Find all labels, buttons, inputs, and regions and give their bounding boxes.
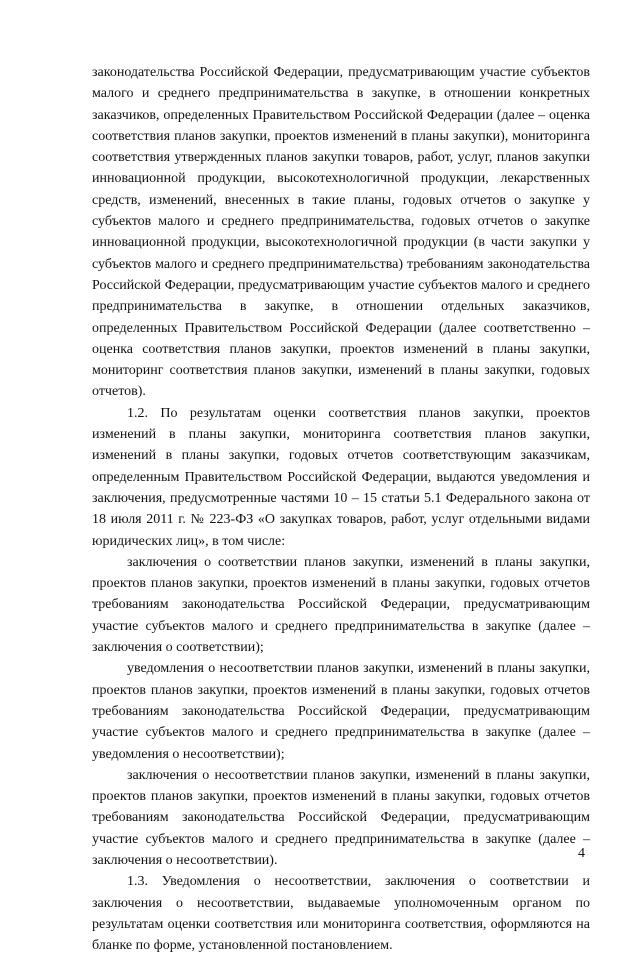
- document-body: [92, 62, 590, 956]
- paragraph-noncompliance-notices: уведомления о несоответствии планов закупки, изменений в планы закупки, проектов планов закупки, проектов изменений в планы закупки, годовых отчетов требованиям законодательства Российской Федерации, предусматривающим участие субъектов малого и среднего предпринимательства в закупке (далее – уведомления о несоответствии);: [92, 661, 590, 762]
- paragraph-compliance-conclusions: заключения о соответствии планов закупки, изменений в планы закупки, проектов планов закупки, проектов изменений в планы закупки, годовых отчетов требованиям законодательства Российской Федерации, предусматривающим участие субъектов малого и среднего предпринимательства в закупке (далее – заключения о соответствии);: [92, 554, 590, 656]
- paragraph-1-2: 1.2. По результатам оценки соответствия планов закупки, проектов изменений в планы закупки, мониторинга соответствия планов закупки, изменений в планы закупки, годовых отчетов соответствующим заказчикам, определенным Правительством Российской Федерации, выдаются уведомления и заключения, предусмотренные частями 10 – 15 статьи 5.1 Федерального закона от 18 июля 2011 г. № 223-ФЗ «О закупках товаров, работ, услуг отдельными видами юридических лиц», в том числе:: [92, 405, 590, 549]
- paragraph-1-3: 1.3. Уведомления о несоответствии, заключения о соответствии и заключения о несоответствии, выдаваемые уполномоченным органом по результатам оценки соответствия или мониторинга соответствия, оформляются на бланке по форме, установленной постановлением.: [92, 874, 590, 954]
- paragraph-continuation: законодательства Российской Федерации, предусматривающим участие субъектов малого и среднего предпринимательства в закупке, в отношении конкретных заказчиков, определенных Правительством Российской Федерации (далее – оценка соответствия планов закупки, проектов изменений в планы закупки), мониторинга соответствия утвержденных планов закупки товаров, работ, услуг, планов закупки инновационной продукции, высокотехнологичной продукции, лекарственных средств, изменений, внесенных в такие планы, годовых отчетов о закупке у субъектов малого и среднего предпринимательства, годовых отчетов о закупке инновационной продукции, высокотехнологичной продукции (в части закупки у субъектов малого и среднего предпринимательства) требованиям законодательства Российской Федерации, предусматривающим участие субъектов малого и среднего предпринимательства в закупке, в отношении отдельных заказчиков, определенных Правительством Российской Федерации (далее соответственно – оценка соответствия планов закупки, проектов изменений в планы закупки, мониторинг соответствия планов закупки, изменений в планы закупки, годовых отчетов).: [92, 65, 590, 400]
- page-number: 4: [578, 846, 585, 861]
- paragraph-noncompliance-conclusions: заключения о несоответствии планов закупки, изменений в планы закупки, проектов планов закупки, проектов изменений в планы закупки, годовых отчетов требованиям законодательства Российской Федерации, предусматривающим участие субъектов малого и среднего предпринимательства в закупке (далее – заключения о несоответствии).: [92, 767, 590, 868]
